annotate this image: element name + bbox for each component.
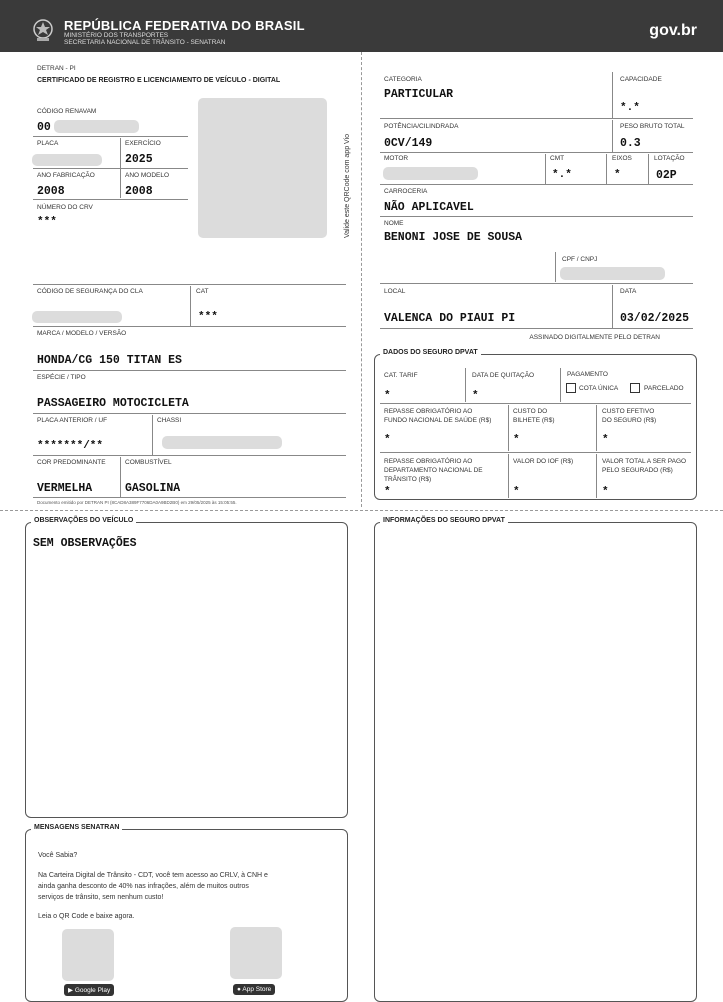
cota-unica-checkbox[interactable] [566, 383, 576, 393]
parcelado-checkbox[interactable] [630, 383, 640, 393]
eixos-value: * [614, 169, 621, 181]
document-title: CERTIFICADO DE REGISTRO E LICENCIAMENTO DE VEÍCULO - DIGITAL [37, 77, 281, 84]
divider [33, 497, 346, 498]
qr-validation-text-wrap [332, 98, 351, 238]
observacoes-box [25, 522, 348, 818]
lotacao-value: 02P [656, 169, 677, 182]
marca-label: MARCA / MODELO / VERSÃO [37, 330, 127, 337]
nome-value: BENONI JOSE DE SOUSA [384, 231, 523, 244]
carroceria-label: CARROCERIA [384, 188, 428, 195]
divider [596, 405, 597, 451]
header-ministry: MINISTÉRIO DOS TRANSPORTES [64, 32, 169, 39]
fold-line-horizontal [0, 510, 723, 511]
divider [33, 168, 188, 169]
ano-fabricacao-label: ANO FABRICAÇÃO [37, 172, 95, 179]
data-value: 03/02/2025 [620, 312, 690, 325]
divider [612, 120, 613, 152]
especie-value: PASSAGEIRO MOTOCICLETA [37, 397, 189, 410]
mensagens-title: MENSAGENS SENATRAN [31, 824, 122, 831]
cat-value: *** [198, 311, 218, 323]
divider [555, 252, 556, 282]
exercicio-label: EXERCÍCIO [125, 140, 161, 147]
parcelado-label: PARCELADO [644, 385, 684, 392]
data-quitacao-value: * [472, 390, 479, 402]
divider [120, 457, 121, 497]
cor-value: VERMELHA [37, 482, 93, 495]
combustivel-label: COMBUSTÍVEL [125, 459, 172, 466]
info-dpvat-title: INFORMAÇÕES DO SEGURO DPVAT [380, 517, 508, 524]
especie-label: ESPÉCIE / TIPO [37, 374, 86, 381]
pagamento-label: PAGAMENTO [567, 371, 608, 378]
emission-footnote: Documento emitido por DETRAN PI (8CAD8A389F7706DA0A9BD2B0) em 29/05/2025 às 15:05:55. [37, 500, 237, 505]
ano-modelo-label: ANO MODELO [125, 172, 170, 179]
divider [152, 415, 153, 455]
divider [380, 452, 691, 453]
cota-unica-label: COTA ÚNICA [579, 385, 619, 392]
iof-value: * [513, 486, 520, 498]
categoria-value: PARTICULAR [384, 88, 454, 101]
peso-value: 0.3 [620, 137, 641, 150]
divider [545, 154, 546, 184]
divider [190, 286, 191, 326]
google-play-icon: ▶ [68, 987, 73, 994]
cla-redacted [32, 311, 122, 323]
apple-icon: ● [237, 986, 241, 993]
divider [33, 370, 346, 371]
total-label-2: PELO SEGURADO (R$) [602, 467, 673, 474]
ano-fabricacao-value: 2008 [37, 185, 65, 198]
custo-bilhete-label-1: CUSTO DO [513, 408, 548, 415]
header-secretaria: SECRETARIA NACIONAL DE TRÂNSITO - SENATRAN [64, 39, 226, 46]
potencia-label: POTÊNCIA/CILINDRADA [384, 123, 459, 130]
data-quitacao-label: DATA DE QUITAÇÃO [472, 372, 535, 379]
divider [33, 136, 188, 137]
detran-label: DETRAN - PI [37, 65, 76, 72]
govbr-logo: gov.br [649, 22, 697, 39]
repasse-fns-label-1: REPASSE OBRIGATÓRIO AO [384, 408, 473, 415]
nome-label: NOME [384, 220, 404, 227]
divider [560, 368, 561, 402]
capacidade-label: CAPACIDADE [620, 76, 662, 83]
mensagem-linha-4: Leia o QR Code e baixe agora. [38, 913, 135, 920]
local-value: VALENCA DO PIAUI PI [384, 312, 516, 325]
google-play-label: Google Play [74, 987, 111, 994]
cor-label: COR PREDOMINANTE [37, 459, 106, 466]
crv-value: *** [37, 216, 57, 228]
custo-efetivo-label-2: DO SEGURO (R$) [602, 417, 657, 424]
placa-anterior-value: *******/** [37, 440, 104, 452]
divider [33, 199, 188, 200]
cat-tarif-label: CAT. TARIF [384, 372, 418, 379]
google-play-qr-redacted [62, 929, 114, 981]
divider [33, 326, 346, 327]
repasse-dnt-value: * [384, 486, 391, 498]
repasse-dnt-label-1: REPASSE OBRIGATÓRIO AO [384, 458, 473, 465]
observacoes-value: SEM OBSERVAÇÕES [33, 537, 137, 550]
ano-modelo-value: 2008 [125, 185, 153, 198]
total-label-1: VALOR TOTAL A SER PAGO [602, 458, 687, 465]
divider [465, 368, 466, 402]
divider [606, 154, 607, 184]
info-dpvat-box [374, 522, 697, 1002]
divider [33, 413, 346, 414]
placa-redacted [32, 154, 102, 166]
potencia-value: 0CV/149 [384, 137, 433, 150]
categoria-label: CATEGORIA [384, 76, 422, 83]
app-store-qr-redacted [230, 927, 282, 979]
divider [380, 152, 693, 153]
custo-bilhete-label-2: BILHETE (R$) [513, 417, 555, 424]
mensagem-linha-1: Na Carteira Digital de Trânsito - CDT, você tem acesso ao CRLV, à CNH e [38, 872, 268, 879]
exercicio-value: 2025 [125, 153, 153, 166]
qr-code-redacted [198, 98, 327, 238]
repasse-dnt-label-2: DEPARTAMENTO NACIONAL DE [384, 467, 483, 474]
motor-redacted [383, 167, 478, 180]
renavam-redacted [54, 120, 139, 133]
assinado-digitalmente: ASSINADO DIGITALMENTE PELO DETRAN [529, 334, 660, 341]
app-store-badge[interactable] [233, 984, 275, 995]
chassi-label: CHASSI [157, 417, 182, 424]
motor-label: MOTOR [384, 155, 409, 162]
mensagem-linha-2: ainda ganha desconto de 40% nas infrações, além de muitos outros [38, 883, 249, 890]
custo-bilhete-value: * [513, 434, 520, 446]
iof-label: VALOR DO IOF (R$) [513, 458, 574, 465]
placa-anterior-label: PLACA ANTERIOR / UF [37, 417, 108, 424]
divider [380, 283, 693, 284]
divider [33, 455, 346, 456]
divider [33, 284, 346, 285]
page-header [0, 0, 723, 52]
google-play-badge[interactable] [64, 984, 114, 996]
custo-efetivo-value: * [602, 434, 609, 446]
total-value: * [602, 486, 609, 498]
divider [380, 328, 693, 329]
cla-label: CÓDIGO DE SEGURANÇA DO CLA [37, 288, 143, 295]
divider [380, 216, 693, 217]
mensagem-linha-3: serviços de trânsito, sem nenhum custo! [38, 894, 164, 901]
lotacao-label: LOTAÇÃO [654, 155, 685, 162]
renavam-label: CÓDIGO RENAVAM [37, 108, 97, 115]
divider [380, 403, 691, 404]
marca-value: HONDA/CG 150 TITAN ES [37, 354, 182, 367]
repasse-fns-label-2: FUNDO NACIONAL DE SAÚDE (R$) [384, 417, 492, 424]
local-label: LOCAL [384, 288, 406, 295]
qr-validation-text: Valide este QRCode com app Vio [344, 133, 351, 238]
app-store-label: App Store [242, 986, 272, 993]
cpf-label: CPF / CNPJ [562, 256, 598, 263]
peso-label: PESO BRUTO TOTAL [620, 123, 685, 130]
divider [380, 184, 693, 185]
cpf-redacted [560, 267, 665, 280]
cat-tarif-value: * [384, 390, 391, 402]
capacidade-value: *.* [620, 102, 640, 114]
repasse-dnt-label-3: TRÂNSITO (R$) [384, 476, 432, 483]
fold-line-vertical [361, 52, 362, 507]
divider [648, 154, 649, 184]
custo-efetivo-label-1: CUSTO EFETIVO [602, 408, 655, 415]
placa-label: PLACA [37, 140, 59, 147]
crv-label: NÚMERO DO CRV [37, 204, 93, 211]
observacoes-title: OBSERVAÇÕES DO VEÍCULO [31, 517, 136, 524]
divider [612, 72, 613, 118]
renavam-value: 00 [37, 121, 51, 134]
cmt-label: CMT [550, 155, 565, 162]
chassi-redacted [162, 436, 282, 449]
divider [612, 285, 613, 328]
repasse-fns-value: * [384, 434, 391, 446]
cmt-value: *.* [552, 169, 572, 181]
carroceria-value: NÃO APLICAVEL [384, 201, 474, 214]
voce-sabia: Você Sabia? [38, 852, 78, 859]
header-title: REPÚBLICA FEDERATIVA DO BRASIL [64, 18, 305, 33]
dpvat-title: DADOS DO SEGURO DPVAT [380, 349, 481, 356]
divider [508, 405, 509, 451]
divider [380, 118, 693, 119]
divider [596, 454, 597, 498]
coat-of-arms-icon [30, 17, 56, 43]
combustivel-value: GASOLINA [125, 482, 181, 495]
eixos-label: EIXOS [612, 155, 632, 162]
cat-label: CAT [196, 288, 209, 295]
data-label: DATA [620, 288, 637, 295]
divider [508, 454, 509, 498]
